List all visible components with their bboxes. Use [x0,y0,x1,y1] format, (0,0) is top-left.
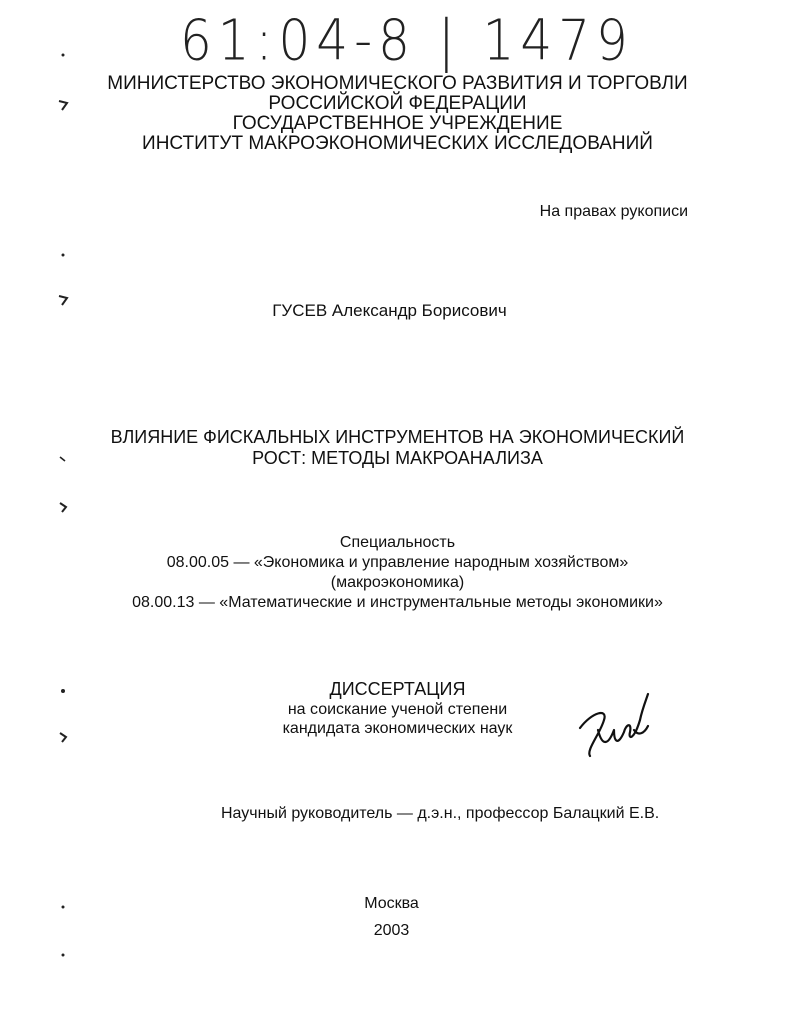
specialty-line-3: 08.00.13 — «Математические и инструментальные методы экономики» [132,594,663,611]
specialty-line-2: (макроэкономика) [330,574,465,591]
organization-line-4: ИНСТИТУТ МАКРОЭКОНОМИЧЕСКИХ ИССЛЕДОВАНИЙ [142,133,653,154]
organization-line-1: МИНИСТЕРСТВО ЭКОНОМИЧЕСКОГО РАЗВИТИЯ И ТОРГОВЛИ [107,73,688,94]
scan-mark [56,293,70,307]
scan-mark [56,98,70,112]
organization-header [0,74,795,154]
organization-line-3: ГОСУДАРСТВЕННОЕ УЧРЕЖДЕНИЕ [232,113,563,134]
scan-mark [56,684,70,698]
archive-number: 61:04-8 | 1479 [180,8,634,73]
rights-note: На правах рукописи [539,203,688,220]
scan-mark [56,948,70,962]
place-and-year [0,890,789,944]
specialty-heading: Специальность [339,534,456,551]
dissertation-heading: ДИССЕРТАЦИЯ [329,679,466,699]
supervisor-line: Научный руководитель — д.э.н., профессор Балацкий Е.В. [221,805,660,822]
specialty-block [0,533,795,613]
year: 2003 [373,922,410,939]
specialty-line-1: 08.00.05 — «Экономика и управление народным хозяйством» [166,554,629,571]
degree-line-1: на соискание ученой степени [287,701,508,718]
dissertation-title [0,427,795,469]
author-name: ГУСЕВ Александр Борисович [272,301,507,320]
scan-mark [56,452,70,466]
title-line-2: РОСТ: МЕТОДЫ МАКРОАНАЛИЗА [252,448,543,468]
city: Москва [364,895,419,912]
degree-line-2: кандидата экономических наук [282,720,513,737]
title-line-1: ВЛИЯНИЕ ФИСКАЛЬНЫХ ИНСТРУМЕНТОВ НА ЭКОНОМИЧЕСКИЙ [110,427,685,447]
scan-mark [56,248,70,262]
scan-mark [56,900,70,914]
signature [574,690,654,760]
dissertation-block [0,678,795,738]
scan-mark [56,500,70,514]
scan-mark [56,48,70,62]
organization-line-2: РОССИЙСКОЙ ФЕДЕРАЦИИ [268,93,527,114]
scan-mark [56,730,70,744]
